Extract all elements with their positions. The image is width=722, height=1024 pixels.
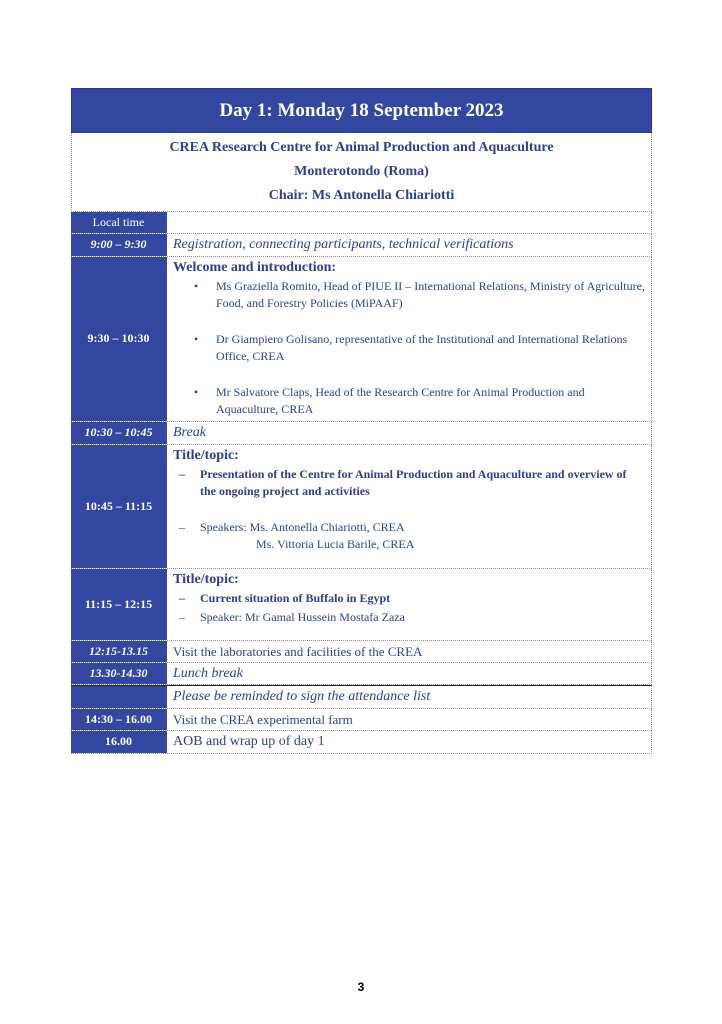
bullet-icon: • <box>194 279 199 293</box>
venue-chair: Chair: Ms Antonella Chiariotti <box>268 188 455 203</box>
row-time: 9:00 – 9:30 <box>71 234 166 256</box>
row-time: 14:30 – 16.00 <box>71 709 166 730</box>
table-row <box>71 234 652 257</box>
dash-icon: – <box>179 467 185 481</box>
session-heading: Title/topic: <box>173 572 239 587</box>
row-activity: Please be reminded to sign the attendance list <box>166 686 651 708</box>
list-item: – Speakers: Ms. Antonella Chiariotti, CREA <box>179 520 405 534</box>
table-row <box>71 731 652 754</box>
table-row <box>71 641 652 663</box>
header-empty-cell <box>166 212 651 233</box>
row-activity: AOB and wrap up of day 1 <box>166 731 651 753</box>
list-item: • Mr Salvatore Claps, Head of the Research Centre for Animal Production and Aquaculture, CREA <box>194 385 585 416</box>
row-activity: Visit the laboratories and facilities of the CREA <box>166 641 651 662</box>
day-title: Day 1: Monday 18 September 2023 <box>71 88 652 133</box>
second-speaker: Ms. Vittoria Lucia Barile, CREA <box>256 537 415 551</box>
row-activity: Lunch break <box>166 663 651 684</box>
list-item: – Speaker: Mr Gamal Hussein Mostafa Zaza <box>179 610 405 624</box>
dash-icon: – <box>179 610 185 624</box>
table-row <box>71 445 652 569</box>
list-item: • Dr Giampiero Golisano, representative of the Institutional and International Relations Office, CREA <box>194 332 628 363</box>
row-activity <box>166 257 651 421</box>
row-time: 16.00 <box>71 731 166 753</box>
row-time: 10:45 – 11:15 <box>71 445 166 568</box>
row-time <box>71 686 166 708</box>
venue-block <box>71 133 652 212</box>
venue-name: CREA Research Centre for Animal Production and Aquaculture <box>169 140 554 155</box>
row-activity <box>166 445 651 568</box>
topic-list <box>173 590 645 626</box>
bullet-icon: • <box>194 332 199 346</box>
list-item: • Ms Graziella Romito, Head of PIUE II – International Relations, Ministry of Agriculture, Food, and Forestry Policies (MiPAAF) <box>194 279 645 310</box>
table-row <box>71 422 652 445</box>
table-row <box>71 569 652 641</box>
table-row <box>71 663 652 685</box>
row-activity: Break <box>166 422 651 444</box>
table-row <box>71 709 652 731</box>
local-time-header: Local time <box>71 212 166 233</box>
row-time: 12:15-13.15 <box>71 641 166 662</box>
row-activity: Registration, connecting participants, technical verifications <box>166 234 651 256</box>
list-item: – Presentation of the Centre for Animal Production and Aquaculture and overview of the ongoing project and activities <box>179 467 627 498</box>
row-time: 11:15 – 12:15 <box>71 569 166 640</box>
bullet-icon: • <box>194 385 199 399</box>
row-activity <box>166 569 651 640</box>
row-time: 13.30-14.30 <box>71 663 166 684</box>
list-item: – Current situation of Buffalo in Egypt <box>179 591 391 605</box>
topic-list <box>173 466 645 536</box>
venue-location: Monterotondo (Roma) <box>294 164 429 179</box>
table-row <box>71 257 652 422</box>
table-row <box>71 685 652 709</box>
dash-icon: – <box>179 520 185 534</box>
agenda-table <box>71 88 652 754</box>
row-time: 9:30 – 10:30 <box>71 257 166 421</box>
session-heading: Welcome and introduction: <box>173 260 337 275</box>
speaker-list <box>173 278 645 418</box>
page-number: 3 <box>357 980 365 994</box>
row-time: 10:30 – 10:45 <box>71 422 166 444</box>
dash-icon: – <box>179 591 185 605</box>
table-header-row <box>71 212 652 234</box>
row-activity: Visit the CREA experimental farm <box>166 709 651 730</box>
session-heading: Title/topic: <box>173 448 239 463</box>
